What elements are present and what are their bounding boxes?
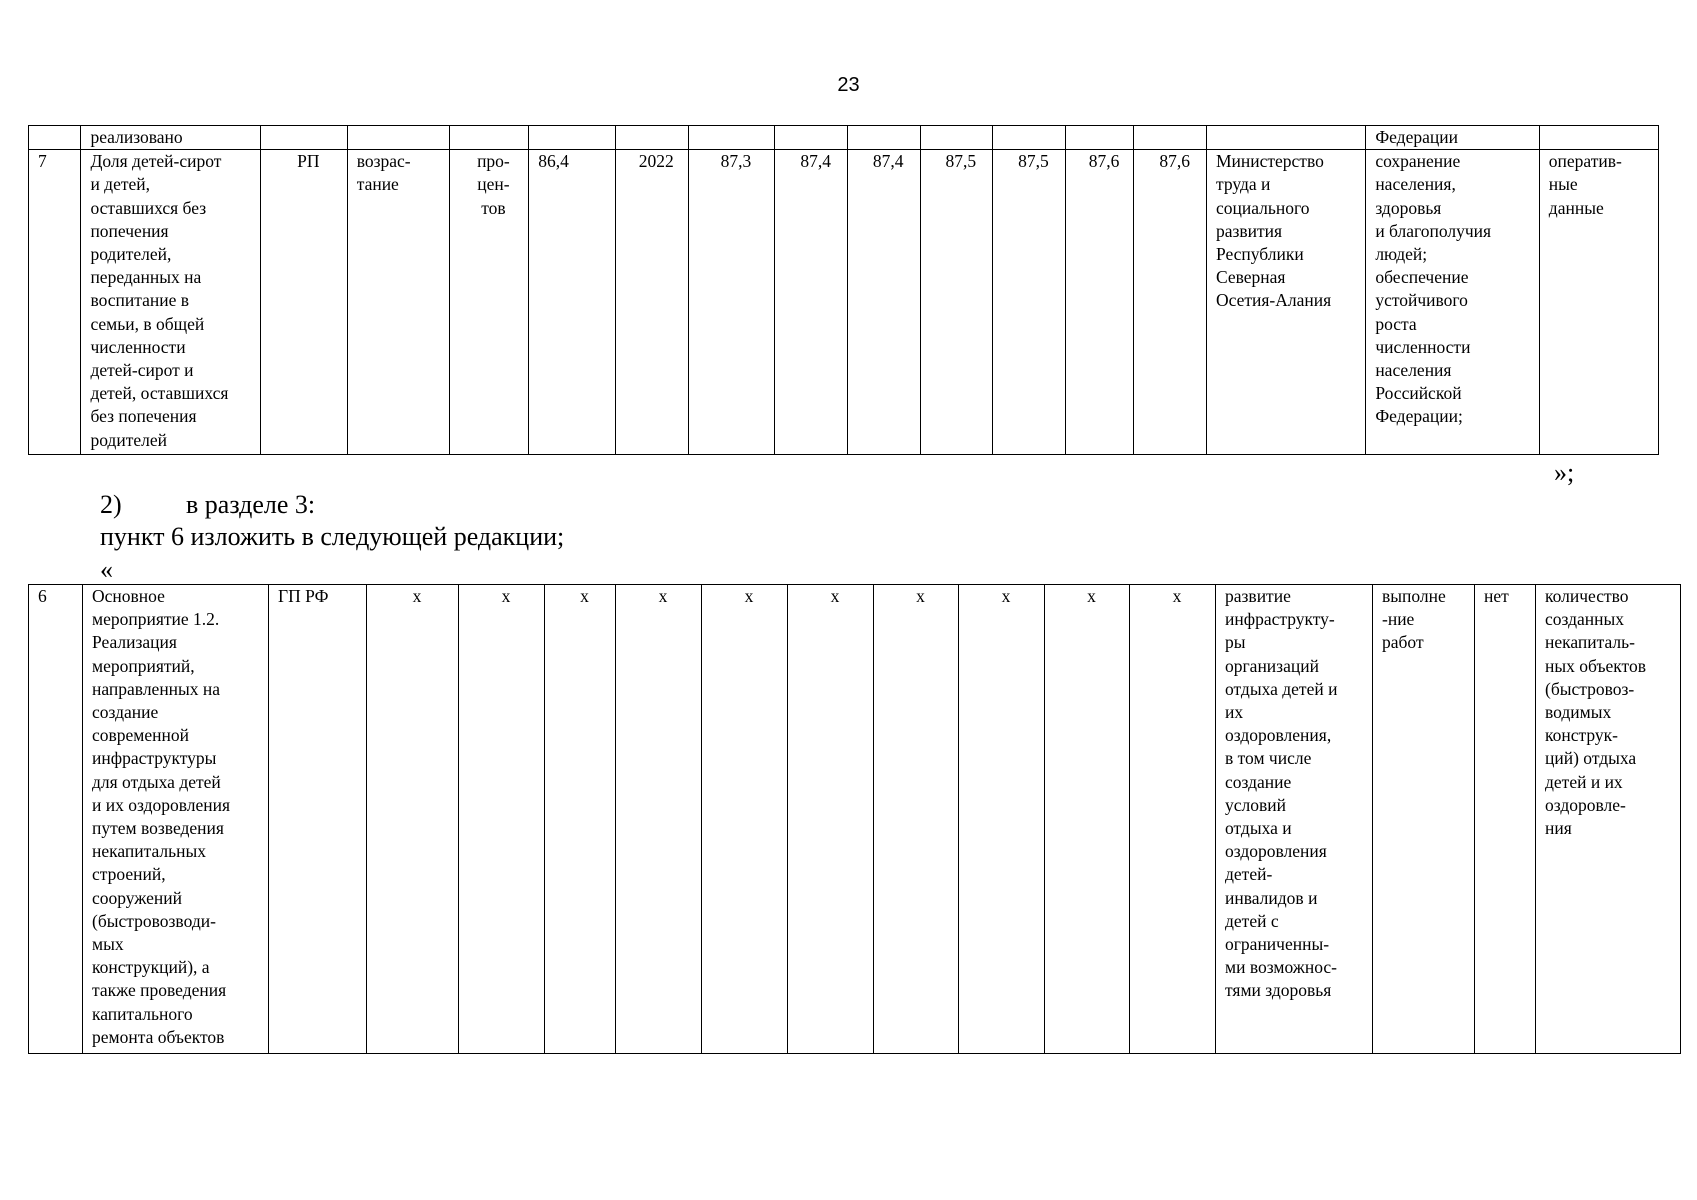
table-cell (615, 126, 688, 150)
table-cell (775, 126, 848, 150)
target-value: 87,6 (1134, 150, 1207, 455)
not-applicable-mark: х (702, 585, 788, 1054)
indicator-level: РП (260, 150, 347, 455)
row-number: 6 (29, 585, 83, 1054)
indicator-name: Доля детей-сирот и детей, оставшихся без попечения родителей, переданных на воспитание в семьи, в общей численности детей-сирот и детей, оставшихся без попечения родителей (81, 150, 261, 455)
not-applicable-mark: х (545, 585, 616, 1054)
activity-level: ГП РФ (269, 585, 367, 1054)
table-cell (1539, 126, 1658, 150)
table-cell (993, 126, 1066, 150)
table-cell (688, 126, 775, 150)
not-applicable-mark: х (616, 585, 702, 1054)
table-cell (1206, 126, 1365, 150)
closing-quote: »; (1554, 458, 1575, 487)
table-row-continuation (29, 126, 1659, 150)
table-cell (1134, 126, 1207, 150)
table-cell (347, 126, 449, 150)
activity-name: Основное мероприятие 1.2. Реализация мероприятий, направленных на создание современной инфраструктуры для отдыха детей и их оздоровления путем возведения некапитальных строений, сооружений (быстровозводи- мых конструкций), а также проведения капитального ремонта объектов (83, 585, 269, 1054)
base-year: 2022 (615, 150, 688, 455)
table-cell (529, 126, 616, 150)
table-cell (260, 126, 347, 150)
result-indicator: количество созданных некапиталь- ных объектов (быстровоз- водимых конструк- ций) отдыха детей и их оздоровле- ния (1536, 585, 1681, 1054)
indicator-unit: про- цен- тов (449, 150, 529, 455)
indicators-table (28, 125, 1659, 455)
national-goal: сохранение населения, здоровья и благополучия людей; обеспечение устойчивого роста численности населения Российской Федерации; (1366, 150, 1539, 455)
opening-quote: « (100, 555, 113, 584)
target-value: 87,5 (993, 150, 1066, 455)
amendment-item-number: 2) (100, 490, 122, 519)
responsible-body: Министерство труда и социального развития Республики Северная Осетия-Алания (1206, 150, 1365, 455)
result-flag: нет (1475, 585, 1536, 1054)
not-applicable-mark: х (959, 585, 1045, 1054)
table-cell: реализовано (81, 126, 261, 150)
not-applicable-mark: х (1045, 585, 1130, 1054)
table-cell (1065, 126, 1134, 150)
table-cell (29, 126, 81, 150)
amendment-item (100, 490, 315, 520)
amendment-item-text: в разделе 3: (186, 490, 316, 519)
target-value: 87,3 (688, 150, 775, 455)
not-applicable-mark: х (874, 585, 959, 1054)
table-cell: Федерации (1366, 126, 1539, 150)
table-cell (449, 126, 529, 150)
expected-result: развитие инфраструкту- ры организаций отдыха детей и их оздоровления, в том числе создание условий отдыха и оздоровления детей- инвалидов и детей с ограниченны- ми возможнос- тями здоровья (1216, 585, 1373, 1054)
target-value: 87,6 (1065, 150, 1134, 455)
table-cell (920, 126, 993, 150)
base-value: 86,4 (529, 150, 616, 455)
amendment-instruction: пункт 6 изложить в следующей редакции; (100, 522, 565, 551)
result-type: выполне -ние работ (1373, 585, 1475, 1054)
target-value: 87,4 (775, 150, 848, 455)
indicator-direction: возрас- тание (347, 150, 449, 455)
target-value: 87,4 (847, 150, 920, 455)
data-source: оператив- ные данные (1539, 150, 1658, 455)
not-applicable-mark: х (367, 585, 459, 1054)
table-row-indicator-7 (29, 150, 1659, 455)
table-cell (847, 126, 920, 150)
row-number: 7 (29, 150, 81, 455)
not-applicable-mark: х (459, 585, 545, 1054)
activities-table (28, 584, 1681, 1054)
table-row-activity-6 (29, 585, 1681, 1054)
not-applicable-mark: х (788, 585, 874, 1054)
target-value: 87,5 (920, 150, 993, 455)
page-number: 23 (837, 74, 860, 96)
not-applicable-mark: х (1130, 585, 1216, 1054)
